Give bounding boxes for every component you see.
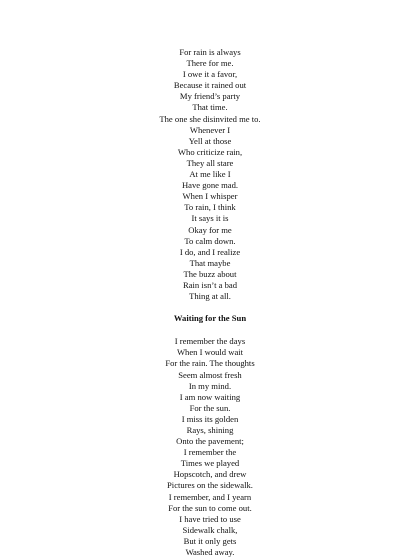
poem-line: To rain, I think (184, 202, 236, 213)
poem-title: Waiting for the Sun (173, 313, 247, 324)
poem-line: They all stare (186, 157, 234, 168)
poem-line: For rain is always (179, 47, 241, 57)
poem-line: When I would wait (176, 347, 244, 358)
poem-line: But it only gets (183, 535, 237, 546)
poem-line: I am now waiting (179, 391, 241, 402)
poem-line: Whenever I (189, 124, 231, 135)
poem-line: At me like I (189, 169, 231, 180)
poem-line: Sidewalk chalk, (182, 524, 238, 535)
poem-line: I remember the (183, 447, 237, 458)
poem-line: The buzz about (183, 268, 237, 279)
poem-rain (0, 47, 420, 302)
poem-line: Have gone mad. (181, 180, 239, 191)
poem-line: For the sun to come out. (168, 502, 252, 513)
poem-line: Seem almost fresh (178, 369, 242, 380)
poem-line: Times we played (180, 458, 240, 469)
poem-line: For the sun. (189, 402, 231, 413)
poem-line: I remember, and I yearn (168, 491, 252, 502)
poem-line: I miss its golden (181, 413, 239, 424)
poem-line: Onto the pavement; (176, 436, 244, 447)
poem-line: Okay for me (188, 224, 232, 235)
poem-line: My friend’s party (179, 91, 241, 102)
poem-line: I have tried to use (179, 513, 241, 524)
poem-line: I remember the days (174, 336, 246, 347)
poem-line: To calm down. (184, 235, 236, 246)
poem-line: It says it is (191, 213, 229, 224)
poem-waiting-for-the-sun (0, 336, 420, 558)
poem-line: I owe it a favor, (182, 69, 238, 80)
poem-line: Yell at those (188, 135, 232, 146)
poem-line: That time. (192, 102, 228, 113)
poem-line: Pictures on the sidewalk. (167, 480, 253, 491)
poem-line: I do, and I realize (179, 246, 241, 257)
poem-line: Rays, shining (186, 425, 234, 435)
poem-line: Thing at all. (189, 291, 231, 302)
poem-line: In my mind. (188, 380, 232, 391)
poem-line: Because it rained out (173, 80, 247, 91)
poem-line: That maybe (189, 257, 231, 268)
poem-line: For the rain. The thoughts (165, 358, 255, 369)
poem-line: Rain isn’t a bad (182, 279, 238, 290)
poem-line: The one she disinvited me to. (159, 113, 261, 124)
poem-line: Washed away. (185, 547, 235, 558)
poem-line: Who criticize rain, (177, 146, 243, 157)
document-page (0, 47, 420, 558)
poem-line: There for me. (186, 58, 234, 69)
poem-line: Hopscotch, and drew (173, 469, 247, 480)
poem-line: When I whisper (182, 191, 238, 202)
